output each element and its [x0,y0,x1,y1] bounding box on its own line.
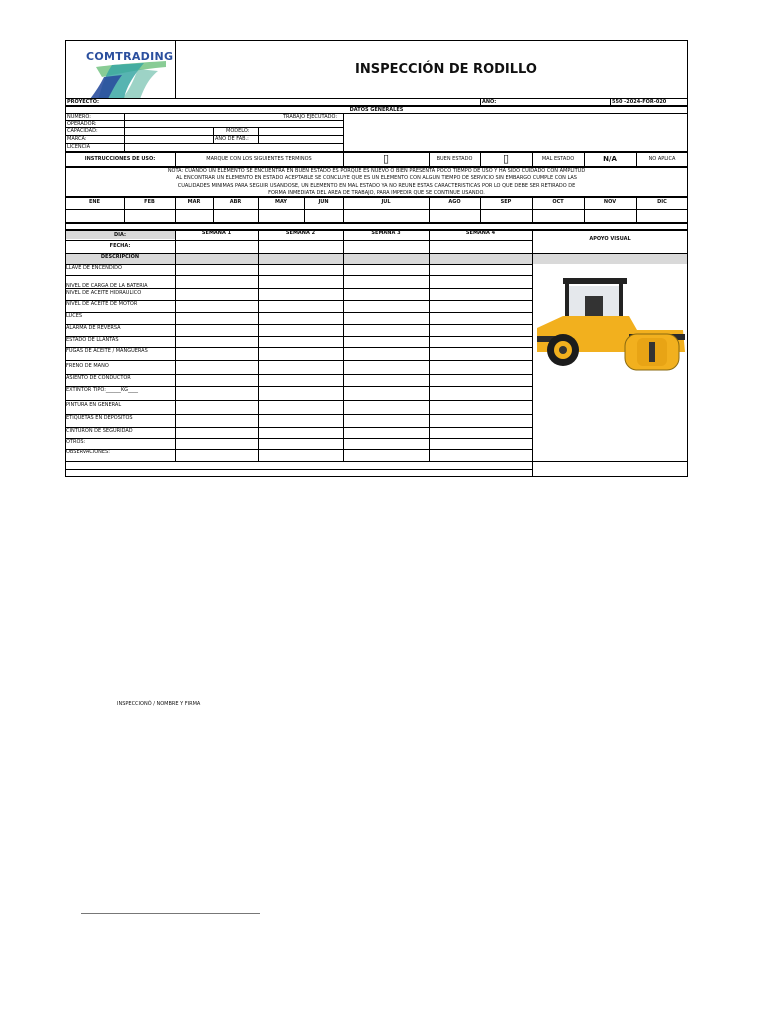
page-title: INSPECCIÓN DE RODILLO [355,62,537,77]
item-label-8: FRENO DE MANO [66,363,109,369]
proyecto-row [65,98,688,106]
form-code: 550 -2024-FOR-020 [612,99,667,105]
mal-estado-label: MAL ESTADO [541,156,575,162]
licencia-label: LICENCIA [67,144,91,150]
operador-label: OPERADOR: [67,121,97,127]
nota-line-4: FORMA INMEDIATA DEL AREA DE TRABAJO, PARA IMPEDIR QUE SE CONTINUE USANDO. [268,190,485,196]
fecha-label: FECHA: [109,243,131,249]
item-label-1: NIVEL DE CARGA DE LA BATERIA [66,283,148,289]
buen-estado-box-icon: ▯ [382,152,390,165]
ano-fab-label: AÑO DE FAB.: [215,136,249,142]
item-label-15: OBSERVACIONES: [66,449,110,455]
dia-label: DIA: [114,232,126,238]
capacidad-label: CAPACIDAD: [67,128,98,134]
signature-line [81,913,260,914]
semana-3-label: SEMANA 3 [371,230,401,236]
roller-illustration [533,276,688,376]
semana-4-label: SEMANA 4 [465,230,496,236]
month-5: JUN [318,199,329,205]
ano-label: AÑO: [482,99,497,105]
item-label-7: FUGAS DE ACEITE / MANGUERAS [66,348,148,354]
numero-label: NÚMERO: [67,114,91,120]
month-6: JUL [381,199,391,205]
instrucciones-label: INSTRUCCIONES DE USO: [84,156,156,162]
item-label-13: CINTURON DE SEGURIDAD [66,428,133,434]
month-1: FEB [144,199,155,205]
marca-label: MARCA: [67,136,87,142]
no-aplica-label: NO APLICA [648,156,676,162]
item-label-3: NIVEL DE ACEITE DE MOTOR [66,301,138,307]
item-label-5: ALARMA DE REVERSA [66,325,121,331]
item-label-0: LLAVE DE ENCENDIDO [66,265,122,271]
proyecto-label: PROYECTO: [67,99,99,105]
month-8: SEP [500,199,512,205]
buen-estado-label: BUEN ESTADO [436,156,473,162]
firma-label: INSPECCIONÓ / NOMBRE Y FIRMA [117,701,201,707]
company-name: COMTRADING [86,50,174,63]
nota-line-3: CUALIDADES MINIMAS PARA SEGUIR USANDOSE, UN ELEMENTO EN MAL ESTADO YA NO REUNE ESTAS CARACTERISTICAS POR LO QUE DEBE SER RETIRADO DE [177,183,576,189]
month-11: DIC [657,199,667,205]
item-label-11: PINTURA EN GENERAL [66,402,122,408]
month-3: ABR [229,199,242,205]
item-label-12: ETIQUETAS EN DEPOSITOS [66,415,133,421]
semana-2-label: SEMANA 2 [285,230,316,236]
item-label-10: EXTINTOR TIPO:______KG____ [66,387,139,393]
mal-estado-box-icon: ▯ [502,152,510,165]
month-7: AGO [448,199,461,205]
apoyo-visual-label: APOYO VISUAL [589,236,631,242]
trabajo-label: TRABAJO EJECUTADO: [283,114,338,120]
nota-line-2: AL ENCONTRAR UN ELEMENTO EN ESTADO ACEPTABLE SE CONCLUYE QUE ES UN ELEMENTO CON ALGUN TIEMPO DE SERVICIO SIN EMBARGO CUMPLE CON LAS [176,175,577,181]
item-label-4: LUCES [66,313,83,319]
semana-1-label: SEMANA 1 [201,230,232,236]
descripcion-label: DESCRIPCION [100,254,140,260]
month-9: OCT [552,199,564,205]
month-10: NOV [603,199,617,205]
na-label: N/A [603,155,617,163]
company-logo [82,47,172,99]
item-label-6: ESTADO DE LLANTAS [66,337,119,343]
item-label-9: ASIENTO DE CONDUCTOR [66,375,131,381]
month-4: MAY [275,199,287,205]
datos-generales-title: DATOS GENERALES [349,107,404,113]
item-label-2: NIVEL DE ACEITE HIDRAULICO [66,290,142,296]
month-0: ENE [88,199,100,205]
item-label-14: OTROS: [66,439,86,445]
month-2: MAR [187,199,201,205]
nota-line-1: NOTA: CUANDO UN ELEMENTO SE ENCUENTRA EN BUEN ESTADO ES PORQUE ES NUEVO O BIEN PRESENTA POCO TIEMPO DE USO Y HA SIDO CUIDADO CON AMPLITUD [167,168,586,174]
marque-text: MARQUE CON LOS SIGUIENTES TERMINOS [206,156,312,162]
modelo-label: MODELO: [226,128,250,134]
